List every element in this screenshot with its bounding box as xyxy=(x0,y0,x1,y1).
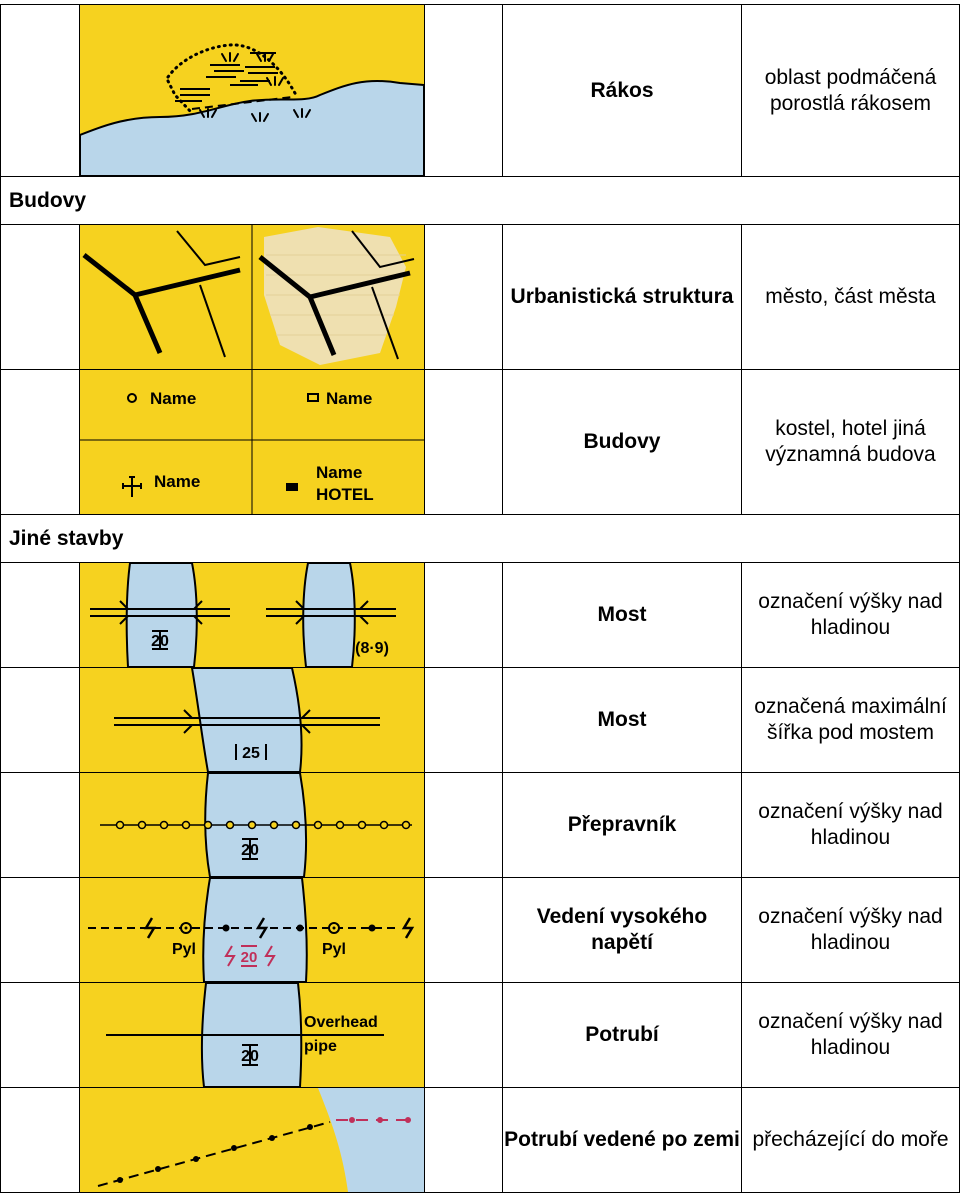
building-label: Name xyxy=(154,472,201,491)
overhead-pipe-image xyxy=(80,983,425,1088)
pipe-label: Overhead xyxy=(304,1014,378,1031)
table-row xyxy=(1,773,960,878)
section-row xyxy=(1,515,960,563)
row-description: kostel, hotel jiná významná budova xyxy=(742,370,960,515)
building-label: Name xyxy=(326,389,373,408)
table-row xyxy=(1,370,960,515)
pylon-label: Pyl xyxy=(171,941,197,958)
row-description: označení výšky nad hladinou xyxy=(742,563,960,668)
section-title: Jiné stavby xyxy=(1,515,960,563)
ground-pipe-image xyxy=(80,1088,425,1193)
row-description: město, část města xyxy=(742,225,960,370)
row-name: Potrubí xyxy=(503,983,742,1088)
row-description: označení výšky nad hladinou xyxy=(742,878,960,983)
section-row xyxy=(1,177,960,225)
building-label: Name xyxy=(150,389,197,408)
bridge-height-image xyxy=(80,563,425,668)
bridge-height-label: (8·9) xyxy=(355,640,389,657)
filled-building-icon xyxy=(286,483,298,491)
power-line-height-label: 20 xyxy=(240,949,258,966)
table-row xyxy=(1,225,960,370)
ferry-image xyxy=(80,773,425,878)
row-name: Most xyxy=(503,668,742,773)
building-label: Name xyxy=(316,463,363,482)
table-row xyxy=(1,878,960,983)
row-name: Urbanistická struktura xyxy=(503,225,742,370)
bridge-height-label: 20 xyxy=(151,633,169,650)
section-title: Budovy xyxy=(1,177,960,225)
building-label: HOTEL xyxy=(316,485,374,504)
pipe-height-label: 20 xyxy=(241,1048,259,1065)
row-name: Most xyxy=(503,563,742,668)
pylon-label: Pyl xyxy=(321,941,347,958)
row-description: označení výšky nad hladinou xyxy=(742,983,960,1088)
row-description: označení výšky nad hladinou xyxy=(742,773,960,878)
power-line-image xyxy=(80,878,425,983)
row-name: Budovy xyxy=(503,370,742,515)
table-row xyxy=(1,983,960,1088)
row-description: oblast podmáčená porostlá rákosem xyxy=(742,5,960,177)
pipe-label: pipe xyxy=(304,1038,337,1055)
row-name: Vedení vysokého napětí xyxy=(503,878,742,983)
row-name: Rákos xyxy=(503,5,742,177)
table-row xyxy=(1,1088,960,1193)
row-description: přecházející do moře xyxy=(742,1088,960,1193)
table-row xyxy=(1,668,960,773)
legend-table xyxy=(0,4,960,1193)
buildings-image xyxy=(80,370,425,515)
ferry-height-label: 20 xyxy=(241,842,259,859)
urban-structure-image xyxy=(80,225,425,370)
table-row xyxy=(1,5,960,177)
bridge-width-label: 25 xyxy=(242,745,260,762)
reed-image xyxy=(80,5,425,177)
row-name: Přepravník xyxy=(503,773,742,878)
row-name: Potrubí vedené po zemi xyxy=(503,1088,742,1193)
table-row xyxy=(1,563,960,668)
row-description: označená maximální šířka pod mostem xyxy=(742,668,960,773)
bridge-width-image xyxy=(80,668,425,773)
